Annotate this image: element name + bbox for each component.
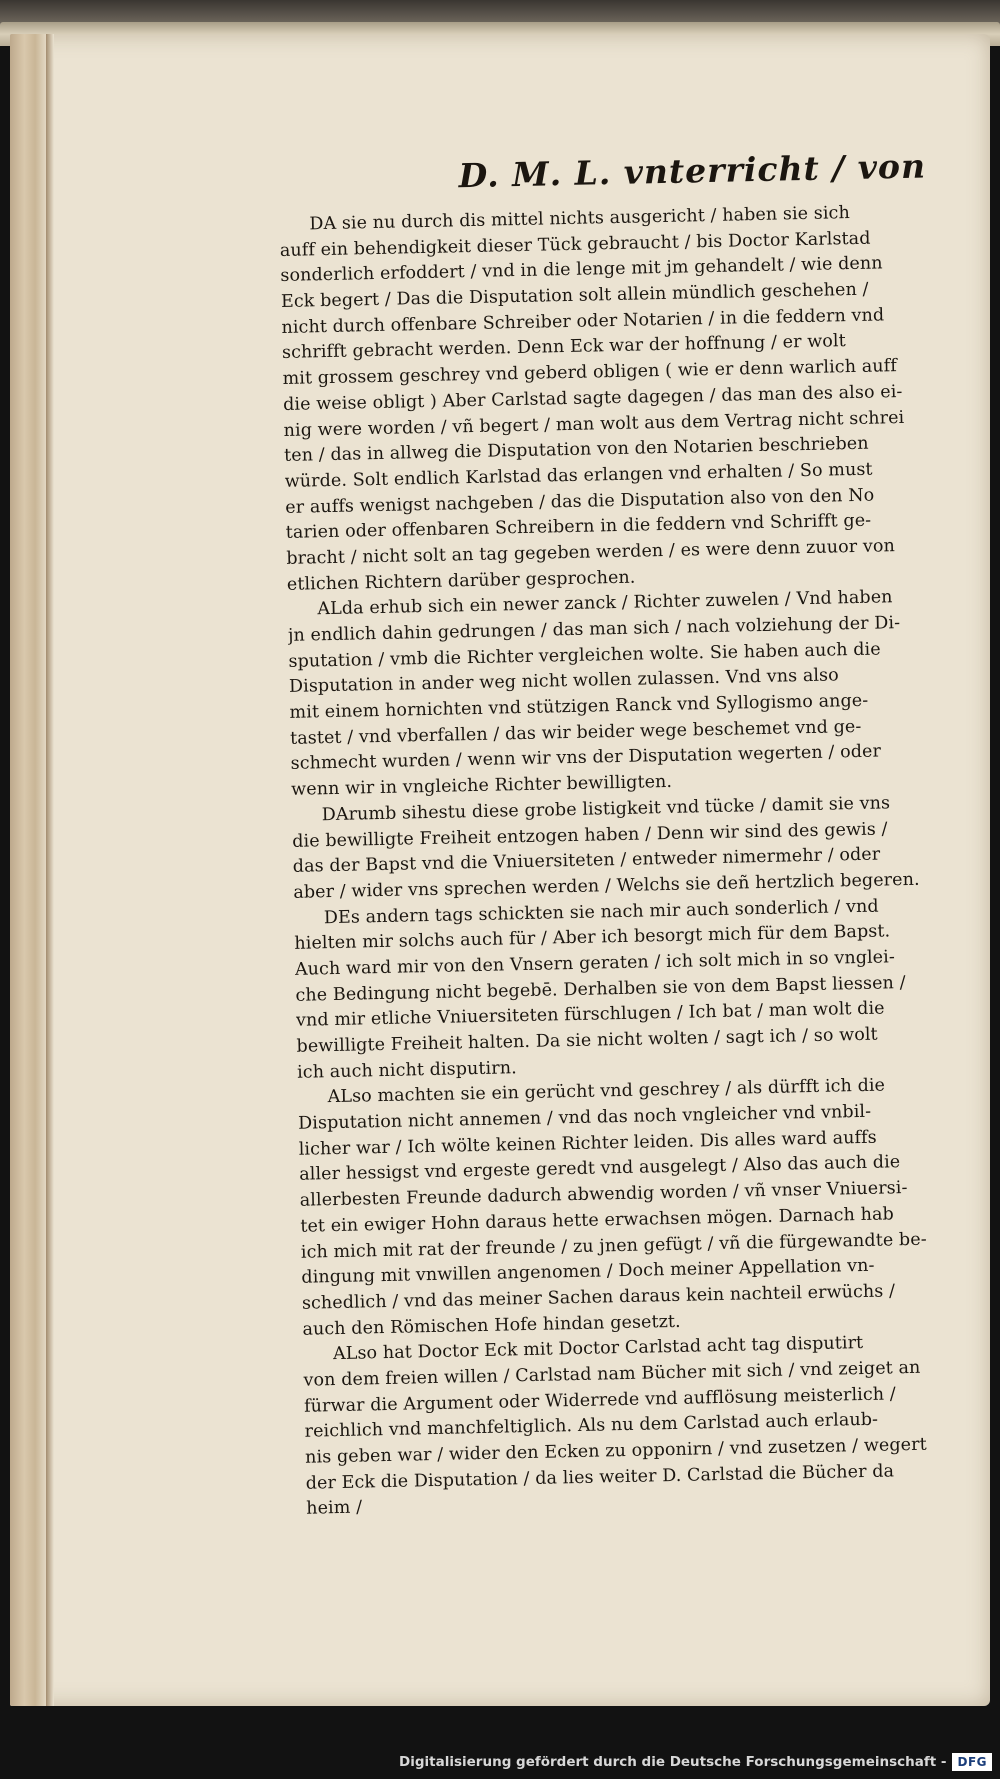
text-line: nicht durch offenbare Schreiber oder Notarien / in die feddern vnd: [281, 305, 885, 338]
text-line: nis geben war / wider den Ecken zu opponirn / vnd zusetzen / wegert: [304, 1434, 927, 1468]
text-line: Eck begert / Das die Disputation solt allein mündlich geschehen /: [280, 279, 869, 313]
book-spine: [10, 34, 46, 1706]
page-gutter: [46, 34, 54, 1706]
text-line: allerbesten Freunde dadurch abwendig worden / vñ vnser Vniuersi-: [299, 1178, 908, 1211]
text-line: Disputation in ander weg nicht wollen zulassen. Vnd vns also: [288, 665, 839, 698]
paragraph: [303, 1329, 995, 1523]
paragraph: [287, 584, 979, 804]
paragraph: [279, 199, 975, 599]
text-line: schrifft gebracht werden. Denn Eck war der hoffnung / er wolt: [281, 331, 846, 364]
paragraph: [294, 892, 986, 1086]
text-line: von dem freien willen / Carlstad nam Bücher mit sich / vnd zeiget an: [303, 1357, 921, 1391]
footer-credit-text: Digitalisierung gefördert durch die Deutsche Forschungsgemeinschaft -: [399, 1754, 947, 1770]
digitization-footer: [399, 1749, 992, 1775]
text-line: das der Bapst vnd die Vniuersiteten / entweder nimermehr / oder: [292, 844, 881, 878]
text-line: nig were worden / vñ begert / man wolt aus dem Vertrag nicht schrei: [283, 407, 905, 441]
text-line: auch den Römischen Hofe hindan gesetzt.: [302, 1311, 681, 1340]
text-line: DA sie nu durch dis mittel nichts ausgericht / haben sie sich: [309, 203, 851, 235]
text-line: schedlich / vnd das meiner Sachen daraus kein nachteil erwüchs /: [301, 1281, 896, 1314]
dfg-logo: DFG: [952, 1753, 992, 1771]
text-line: Auch ward mir von den Vnsern geraten / ich solt mich in so vnglei-: [294, 947, 896, 980]
paragraph: [291, 789, 981, 906]
text-line: die bewilligte Freiheit entzogen haben / Denn wir sind des gewis /: [292, 818, 888, 852]
text-line: sputation / vmb die Richter vergleichen wolte. Sie haben auch die: [288, 639, 881, 672]
text-line: mit grossem geschrey vnd geberd obligen ( wie er denn warlich auff: [282, 356, 898, 390]
text-line: DArumb sihestu diese grobe listigkeit vnd tücke / damit sie vns: [321, 793, 891, 826]
text-line: heim /: [306, 1497, 363, 1520]
text-line: aller hessigst vnd ergeste geredt vnd ausgelegt / Also das auch die: [299, 1152, 901, 1186]
text-line: tarien oder offenbaren Schreibern in die feddern vnd Schrifft ge-: [285, 510, 872, 544]
text-line: die weise obligt ) Aber Carlstad sagte dagegen / das man des also ei-: [282, 381, 903, 415]
text-line: bracht / nicht solt an tag gegeben werden / es were denn zuuor von: [286, 536, 896, 569]
text-line: wenn wir in vngleiche Richter bewilligten.: [290, 772, 673, 800]
text-line: hielten mir solchs auch für / Aber ich besorgt mich für dem Bapst.: [294, 921, 891, 955]
text-line: dingung mit vnwillen angenomen / Doch meiner Appellation vn-: [301, 1255, 875, 1288]
page-text-block: [278, 146, 994, 1523]
text-line: reichlich vnd manchfeltiglich. Als nu dem Carlstad auch erlaub-: [304, 1410, 879, 1443]
paragraph: [297, 1072, 990, 1343]
text-line: che Bedingung nicht begebē. Derhalben sie von dem Bapst liessen /: [295, 972, 906, 1006]
text-line: DEs andern tags schickten sie nach mir auch sonderlich / vnd: [323, 896, 879, 928]
text-line: ALso hat Doctor Eck mit Doctor Carlstad acht tag disputirt: [332, 1333, 864, 1365]
text-line: ten / das in allweg die Disputation von den Notarien beschrieben: [283, 433, 869, 467]
text-line: aber / wider vns sprechen werden / Welchs sie deñ hertzlich begeren.: [293, 869, 920, 903]
text-line: ALda erhub sich ein newer zanck / Richter zuwelen / Vnd haben: [317, 587, 893, 620]
text-line: tastet / vnd vberfallen / das wir beider wege beschemet vnd ge-: [289, 716, 862, 749]
text-line: licher war / Ich wölte keinen Richter leiden. Dis alles ward auffs: [298, 1127, 877, 1160]
text-line: ALso machten sie ein gerücht vnd geschrey / als dürfft ich die: [327, 1075, 886, 1108]
text-line: mit einem hornichten vnd stützigen Ranck vnd Syllogismo ange-: [289, 690, 869, 723]
text-line: tet ein ewiger Hohn daraus hette erwachsen mögen. Darnach hab: [300, 1204, 895, 1237]
running-head: D. M. L. vnterricht / von: [458, 146, 927, 196]
text-line: etlichen Richtern darüber gesprochen.: [286, 567, 636, 595]
text-line: fürwar die Argument oder Widerrede vnd aufflösung meisterlich /: [303, 1383, 897, 1417]
text-line: der Eck die Disputation / da lies weiter D. Carlstad die Bücher da: [305, 1461, 895, 1494]
paragraphs-container: [279, 199, 994, 1523]
text-line: würde. Solt endlich Karlstad das erlangen vnd erhalten / So must: [284, 459, 873, 492]
text-line: ich auch nicht disputirn.: [296, 1057, 517, 1083]
text-line: sonderlich erfoddert / vnd in die lenge mit jm gehandelt / wie denn: [280, 253, 883, 287]
text-line: er auffs wenigst nachgeben / das die Disputation also von den No: [285, 485, 875, 518]
text-line: vnd mir etliche Vniuersiteten fürschlugen / Ich bat / man wolt die: [295, 998, 885, 1032]
text-line: ich mich mit rat der freunde / zu jnen gefügt / vñ die fürgewandte be-: [300, 1229, 927, 1263]
text-line: bewilligte Freiheit halten. Da sie nicht wolten / sagt ich / so wolt: [296, 1024, 878, 1057]
text-line: schmecht wurden / wenn wir vns der Disputation wegerten / oder: [290, 741, 882, 775]
text-line: jn endlich dahin gedrungen / das man sich / nach volziehung der Di-: [287, 613, 901, 646]
text-line: Disputation nicht annemen / vnd das noch vngleicher vnd vnbil-: [297, 1101, 872, 1134]
text-line: auff ein behendigkeit dieser Tück gebraucht / bis Doctor Karlstad: [279, 228, 871, 261]
